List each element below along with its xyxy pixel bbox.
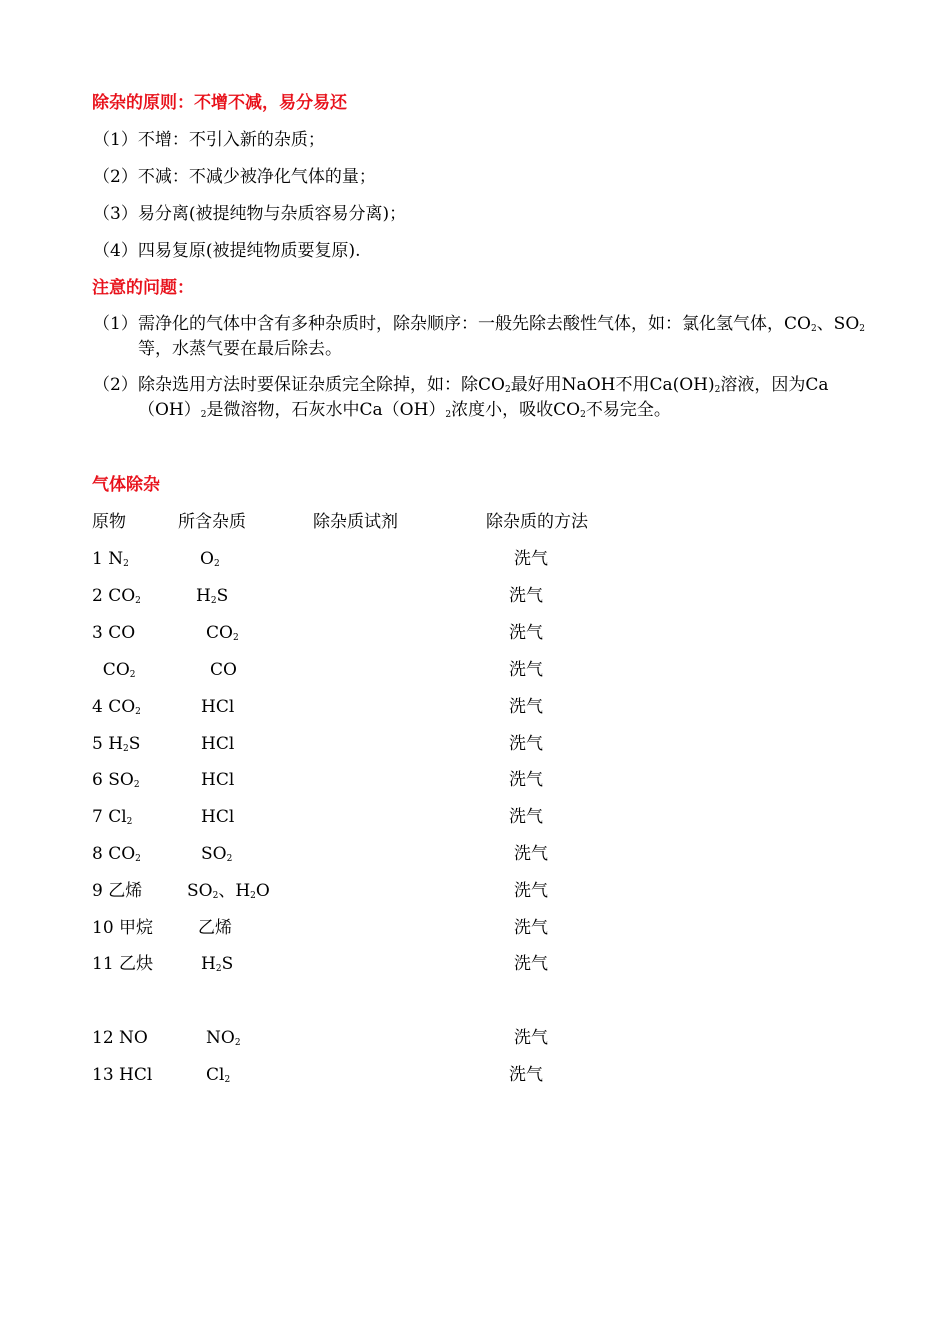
cell-original: 3 CO (92, 623, 136, 643)
cell-method: 洗气 (514, 1028, 548, 1048)
cell-original: 2 $CO_2$ (92, 586, 141, 606)
principle-item-2: （2）不减：不减少被净化气体的量； (93, 167, 376, 187)
cell-method: 洗气 (509, 770, 543, 790)
cell-method: 洗气 (509, 734, 543, 754)
table-row (0, 917, 950, 939)
table-row (0, 953, 950, 975)
cell-method: 洗气 (514, 549, 548, 569)
principle-item-4: （4）四易复原(被提纯物质要复原). (93, 241, 361, 261)
table-row (0, 843, 950, 865)
note-item-2 (93, 373, 868, 423)
cell-impurity: $SO_2$、$H_2O$ (187, 881, 270, 901)
notes-heading: 注意的问题： (92, 278, 194, 298)
cell-original: 4 $CO_2$ (92, 697, 141, 717)
cell-impurity: $H_2S$ (201, 954, 234, 974)
cell-original: 13 HCl (92, 1065, 153, 1085)
cell-method: 洗气 (514, 881, 548, 901)
cell-impurity: $O_2$ (200, 549, 220, 569)
cell-method: 洗气 (509, 660, 543, 680)
cell-impurity: HCl (201, 697, 235, 717)
header-method: 除杂质的方法 (486, 512, 588, 532)
table-row (0, 733, 950, 755)
cell-method: 洗气 (514, 844, 548, 864)
cell-method: 洗气 (509, 586, 543, 606)
note-text: 需净化的气体中含有多种杂质时，除杂顺序：一般先除去酸性气体，如：氯化氢气体，$CO_2$、$SO_2$等，水蒸气要在最后除去。 (138, 314, 866, 359)
table-row (0, 880, 950, 902)
cell-original: 11 乙炔 (92, 954, 154, 974)
cell-method: 洗气 (509, 807, 543, 827)
cell-method: 洗气 (509, 623, 543, 643)
cell-impurity: $Cl_2$ (206, 1065, 231, 1085)
cell-original: 7 $Cl_2$ (92, 807, 133, 827)
table-row (0, 548, 950, 570)
cell-impurity: HCl (201, 734, 235, 754)
cell-method: 洗气 (509, 697, 543, 717)
cell-method: 洗气 (514, 918, 548, 938)
cell-impurity: $NO_2$ (206, 1028, 241, 1048)
cell-method: 洗气 (509, 1065, 543, 1085)
table-row (0, 1064, 950, 1086)
cell-original: 8 $CO_2$ (92, 844, 141, 864)
cell-impurity: HCl (201, 807, 235, 827)
cell-impurity: HCl (201, 770, 235, 790)
principle-heading: 除杂的原则：不增不减，易分易还 (92, 93, 347, 113)
cell-impurity: $SO_2$ (201, 844, 233, 864)
header-impurity: 所含杂质 (178, 512, 246, 532)
table-row (0, 659, 950, 681)
cell-impurity: CO (210, 660, 237, 680)
cell-original: 10 甲烷 (92, 918, 154, 938)
table-row (0, 696, 950, 718)
note-item-1 (93, 312, 868, 362)
note-number: （2） (93, 375, 138, 395)
note-number: （1） (93, 314, 138, 334)
table-row (0, 585, 950, 607)
header-original: 原物 (92, 512, 126, 532)
cell-impurity: $CO_2$ (206, 623, 239, 643)
header-reagent: 除杂质试剂 (313, 512, 398, 532)
cell-impurity: 乙烯 (198, 918, 232, 938)
cell-original: 9 乙烯 (92, 881, 143, 901)
table-row (0, 1027, 950, 1049)
cell-impurity: $H_2S$ (196, 586, 229, 606)
cell-original: 12 NO (92, 1028, 148, 1048)
principle-item-3: （3）易分离(被提纯物与杂质容易分离)； (93, 204, 407, 224)
cell-method: 洗气 (514, 954, 548, 974)
table-row (0, 622, 950, 644)
cell-original: 5 $H_2S$ (92, 734, 141, 754)
cell-original: 1 $N_2$ (92, 549, 129, 569)
table-row (0, 806, 950, 828)
table-row (0, 769, 950, 791)
cell-original: $CO_2$ (92, 660, 136, 680)
principle-item-1: （1）不增：不引入新的杂质； (93, 130, 325, 150)
gas-heading: 气体除杂 (92, 475, 160, 495)
cell-original: 6 $SO_2$ (92, 770, 140, 790)
table-header (0, 511, 950, 533)
note-text: 除杂选用方法时要保证杂质完全除掉，如：除$CO_2$最好用NaOH不用$Ca(OH)_2$溶液，因为$Ca(OH)_2$是微溶物，石灰水中$Ca(OH)_2$浓度小，吸收$CO_2$不易完全。 (138, 375, 829, 420)
